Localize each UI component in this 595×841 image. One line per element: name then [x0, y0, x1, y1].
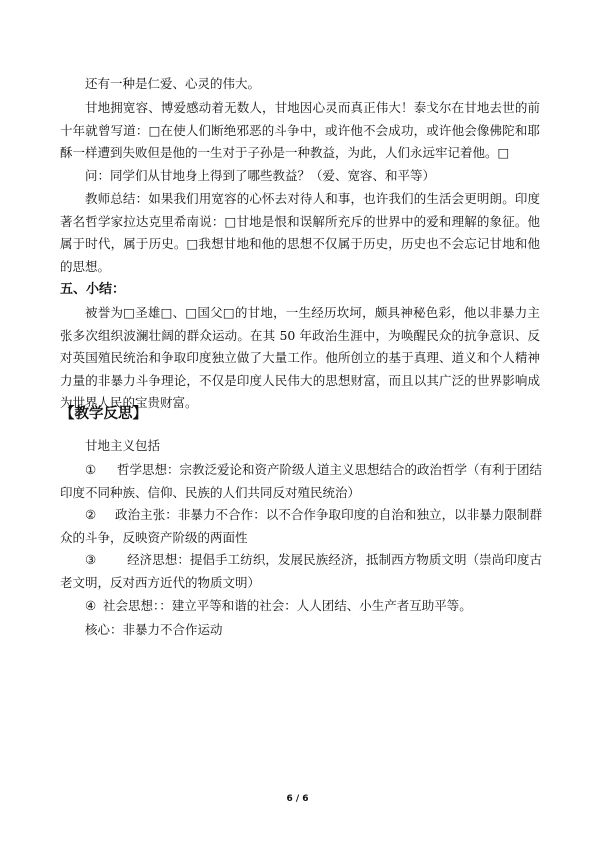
summary-paragraph: 被誉为□圣雄□、□国父□的甘地，一生经历坎坷，颇具神秘色彩，他以非暴力主张多次组织波澜壮阔的群众运动。在其 50 年政治生涯中，为唤醒民众的抗争意识、反对英国殖民统治和争取印度独立做了大量工作。他所创立的基于真理、道义和个人精神力量的非暴力斗争理论，不仅是印度人民伟大的思想财富，而且以其广泛的世界影响成为世界人民的宝贵财富。 — [60, 305, 540, 410]
list-marker: ① — [85, 462, 97, 477]
list-marker: ② — [85, 507, 97, 522]
reflection-item-economy — [60, 549, 542, 594]
reflection-item-society — [60, 595, 542, 618]
list-item-text: 哲学思想：宗教泛爱论和资产阶级人道主义思想结合的政治哲学（有利于团结印度不同种族、信仰、民族的人们共同反对殖民统治） — [60, 462, 543, 500]
list-item-text: 政治主张：非暴力不合作：以不合作争取印度的自治和独立，以非暴力限制群众的斗争，反映资产阶级的两面性 — [60, 507, 542, 545]
list-marker: ④ — [85, 598, 97, 613]
reflection-core: 核心：非暴力不合作运动 — [85, 622, 223, 637]
reflection-item-philosophy — [60, 459, 542, 504]
list-item-text: 社会思想：：建立平等和谐的社会：人人团结、小生产者互助平等。 — [103, 598, 472, 613]
paragraph-teacher-summary: 教师总结：如果我们用宽容的心怀去对待人和事，也许我们的生活会更明朗。印度著名哲学家拉达克里希南说：□甘地是恨和误解所充斥的世界中的爱和理解的象征。他属于时代，属于历史。□我想甘地和他的思想不仅属于历史，历史也不会忘记甘地和他的思想。 — [60, 191, 540, 274]
paragraph-question: 问：同学们从甘地身上得到了哪些教益？（爱、宽容、和平等） — [85, 168, 436, 183]
summary-heading: 五、小结： — [60, 282, 126, 297]
list-marker: ③ — [85, 552, 97, 567]
reflection-heading: 【教学反思】 — [60, 405, 147, 422]
paragraph-tagore-quote: 甘地拥宽容、博爱感动着无数人，甘地因心灵而真正伟大！泰戈尔在甘地去世的前十年就曾写道：□在使人们断绝邪恶的斗争中，或许他不会成功，或许他会像佛陀和耶酥一样遭到失败但是他的一生对于子孙是一种教益，为此，人们永远牢记着他。□ — [60, 100, 540, 160]
paragraph-benevolence: 还有一种是仁爱、心灵的伟大。 — [85, 76, 261, 91]
list-item-text: 经济思想：提倡手工纺织，发展民族经济，抵制西方物质文明（崇尚印度古老文明，反对西方近代的物质文明） — [60, 552, 542, 590]
reflection-intro: 甘地主义包括 — [85, 438, 161, 453]
page-number: 6 / 6 — [286, 794, 309, 804]
reflection-item-politics — [60, 504, 542, 549]
